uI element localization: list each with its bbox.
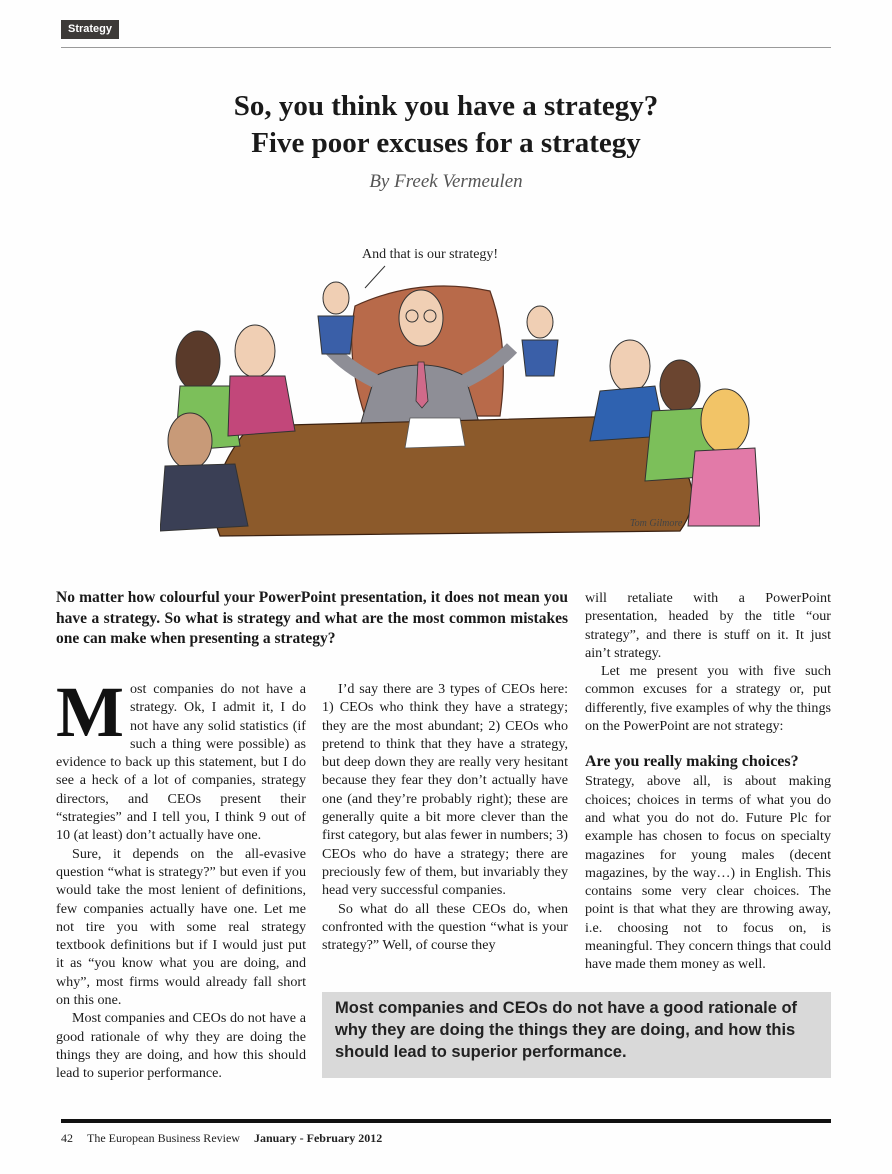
- publication-name: The European Business Review: [87, 1131, 240, 1145]
- top-divider: [61, 47, 831, 48]
- section-tag: Strategy: [61, 20, 119, 39]
- section-subhead: Are you really making choices?: [585, 753, 799, 771]
- column-2: [322, 680, 568, 954]
- paragraph: Sure, it depends on the all-evasive question “what is strategy?” but even if you would take the most lenient of definitions, few companies actually have one. Let me not tire you with some real strategy textbook definitions but if I would just put it as “you know what you are doing, and why”, most firms would already fall short on this one.: [56, 845, 306, 1009]
- column-3: [585, 589, 831, 974]
- title-line-1: So, you think you have a strategy?: [233, 90, 659, 122]
- bottom-divider: [61, 1119, 831, 1123]
- pull-quote: Most companies and CEOs do not have a good rationale of why they are doing the things they are doing, and how this should lead to superior performance.: [322, 992, 831, 1078]
- issue-date: January - February 2012: [253, 1131, 383, 1145]
- title-line-2: Five poor excuses for a strategy: [251, 127, 641, 159]
- boardroom-cartoon: [160, 236, 760, 544]
- paragraph: I’d say there are 3 types of CEOs here: 1) CEOs who think they have a strategy; they are the most abundant; 2) CEOs who pretend to think that they have a strategy, but deep down they are really very hesitant because they fear they don’t actually have one (and they’re probably right); these are generally quite a bit more clever than the first category, but alas fewer in numbers; 3) CEOs who do have a strategy; there are preciously few of them, but invariably they head very successful companies.: [322, 681, 568, 899]
- cartoon-caption: And that is our strategy!: [362, 247, 499, 262]
- column-1: [56, 672, 306, 1083]
- byline: By Freek Vermeulen: [369, 171, 523, 192]
- page-footer: [61, 1131, 396, 1146]
- page-number: 42: [61, 1131, 73, 1145]
- paragraph: Strategy, above all, is about making choices; choices in terms of what you do and what you do not do. Future Plc for example has chosen to focus on specialty magazines for young males (decent magazines, by the way…) in English. This contains some very clear choices. The point is that what they are throwing away, i.e. choosing not to focus on, is meaningful. They concern things that could have made them money as well.: [585, 773, 831, 973]
- paragraph: Let me present you with five such common excuses for a strategy or, put differently, five examples of why the things on the PowerPoint are not strategy:: [585, 663, 831, 735]
- article-title: [60, 88, 832, 162]
- cartoon-signature: Tom Gilmore: [630, 518, 683, 529]
- paragraph: So what do all these CEOs do, when confronted with the question “what is your strategy?” Well, of course they: [322, 900, 568, 954]
- paragraph: Most companies do not have a strategy. Ok, I admit it, I do not have any solid statistics (if such a thing were possible) as evidence to back up this statement, but I do see a heck of a lot of companies, strategy directors, and CEOs present their “strategies” and I tell you, I think 9 out of 10 (at least) don’t actually have one.: [56, 672, 306, 844]
- paragraph: will retaliate with a PowerPoint presentation, headed by the title “our strategy”, and there is stuff on it. It just ain’t strategy.: [585, 590, 831, 661]
- drop-cap: M: [56, 672, 124, 752]
- article-lead: No matter how colourful your PowerPoint presentation, it does not mean you have a strategy. So what is strategy and what are the most common mistakes one can make when presenting a strategy?: [56, 589, 568, 647]
- paragraph: Most companies and CEOs do not have a good rationale of why they are doing the things they are doing, and how this should lead to superior performance.: [56, 1010, 306, 1082]
